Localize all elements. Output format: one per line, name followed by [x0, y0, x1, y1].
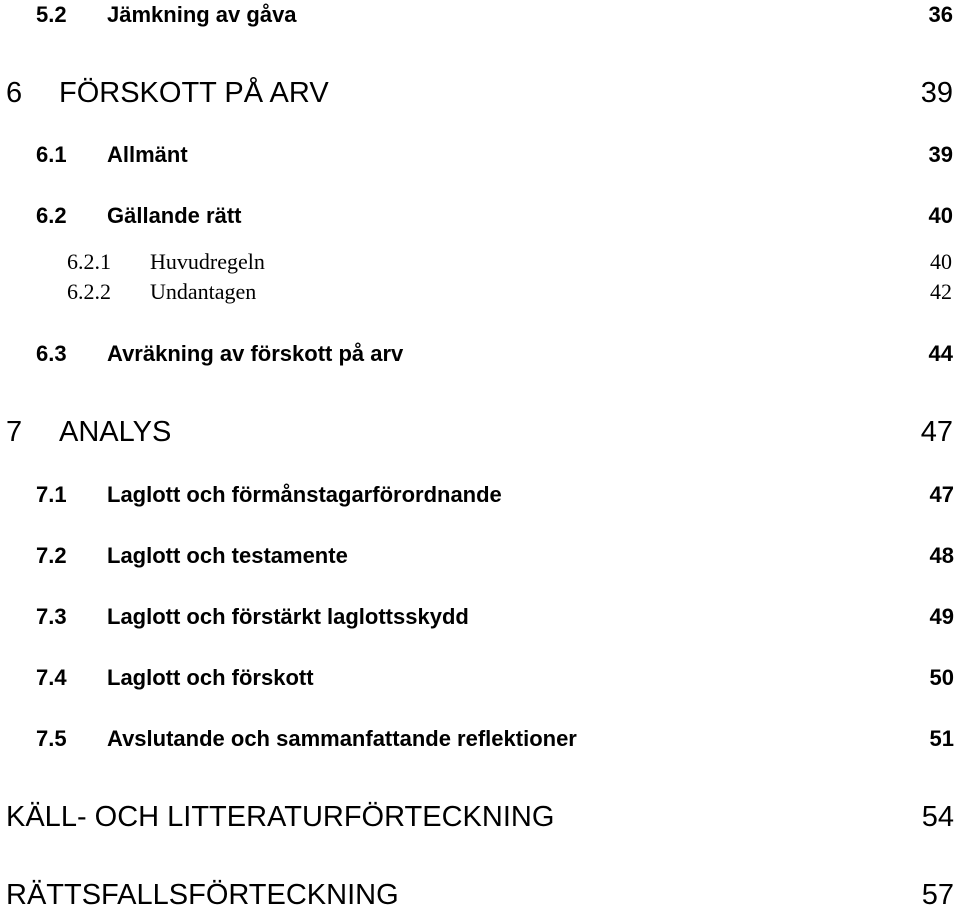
toc-entry-6-2[interactable]	[0, 201, 960, 231]
chapter-title: ANALYS	[59, 415, 172, 448]
section-number: 7.5	[36, 726, 67, 751]
page-number: 54	[921, 800, 954, 833]
section-number: 5.2	[36, 2, 67, 27]
appendix-title: RÄTTSFALLSFÖRTECKNING	[6, 878, 399, 911]
section-number: 7.2	[36, 543, 67, 568]
toc-entry-6-3[interactable]	[0, 339, 960, 369]
section-title: Avräkning av förskott på arv	[107, 341, 404, 366]
toc-entry-7-5[interactable]	[0, 724, 960, 754]
toc-entry-cases[interactable]	[0, 875, 960, 915]
section-number: 7.4	[36, 665, 67, 690]
toc-entry-7-3[interactable]	[0, 602, 960, 632]
page-number: 51	[929, 726, 954, 751]
chapter-title: FÖRSKOTT PÅ ARV	[59, 76, 329, 109]
page-number: 44	[928, 341, 953, 366]
page-number: 40	[928, 203, 953, 228]
section-title: Laglott och förskott	[107, 665, 314, 690]
page-number: 48	[929, 543, 954, 568]
toc-entry-6-1[interactable]	[0, 140, 960, 170]
page-number: 57	[921, 878, 954, 911]
toc-entry-7-4[interactable]	[0, 663, 960, 693]
toc-entry-7-1[interactable]	[0, 480, 960, 510]
toc-entry-5-2[interactable]	[0, 0, 960, 30]
section-title: Avslutande och sammanfattande reflektioner	[107, 726, 577, 751]
section-title: Jämkning av gåva	[107, 2, 297, 27]
section-number: 6.2	[36, 203, 67, 228]
page-number: 47	[920, 415, 953, 448]
toc-entry-7-2[interactable]	[0, 541, 960, 571]
subsection-title: Undantagen	[150, 279, 257, 304]
section-title: Allmänt	[107, 142, 188, 167]
toc-entry-6-2-1[interactable]	[0, 248, 960, 276]
section-number: 7.3	[36, 604, 67, 629]
section-title: Laglott och testamente	[107, 543, 348, 568]
page-number: 50	[929, 665, 954, 690]
toc-entry-chapter-7[interactable]	[0, 413, 960, 451]
page-number: 42	[930, 279, 952, 304]
toc-entry-6-2-2[interactable]	[0, 278, 960, 306]
page-number: 36	[928, 2, 953, 27]
section-number: 6.3	[36, 341, 67, 366]
subsection-number: 6.2.1	[67, 249, 111, 274]
chapter-number: 6	[6, 76, 23, 109]
section-title: Laglott och förmånstagarförordnande	[107, 482, 502, 507]
subsection-title: Huvudregeln	[150, 249, 265, 274]
subsection-number: 6.2.2	[67, 279, 111, 304]
section-number: 7.1	[36, 482, 67, 507]
section-title: Gällande rätt	[107, 203, 242, 228]
page-number: 39	[928, 142, 953, 167]
section-number: 6.1	[36, 142, 67, 167]
toc-entry-chapter-6[interactable]	[0, 74, 960, 112]
appendix-title: KÄLL- OCH LITTERATURFÖRTECKNING	[6, 800, 555, 833]
page-number: 47	[929, 482, 954, 507]
page-number: 39	[920, 76, 953, 109]
page-number: 40	[930, 249, 952, 274]
section-title: Laglott och förstärkt laglottsskydd	[107, 604, 469, 629]
page-number: 49	[929, 604, 954, 629]
toc-entry-sources[interactable]	[0, 797, 960, 837]
chapter-number: 7	[6, 415, 23, 448]
